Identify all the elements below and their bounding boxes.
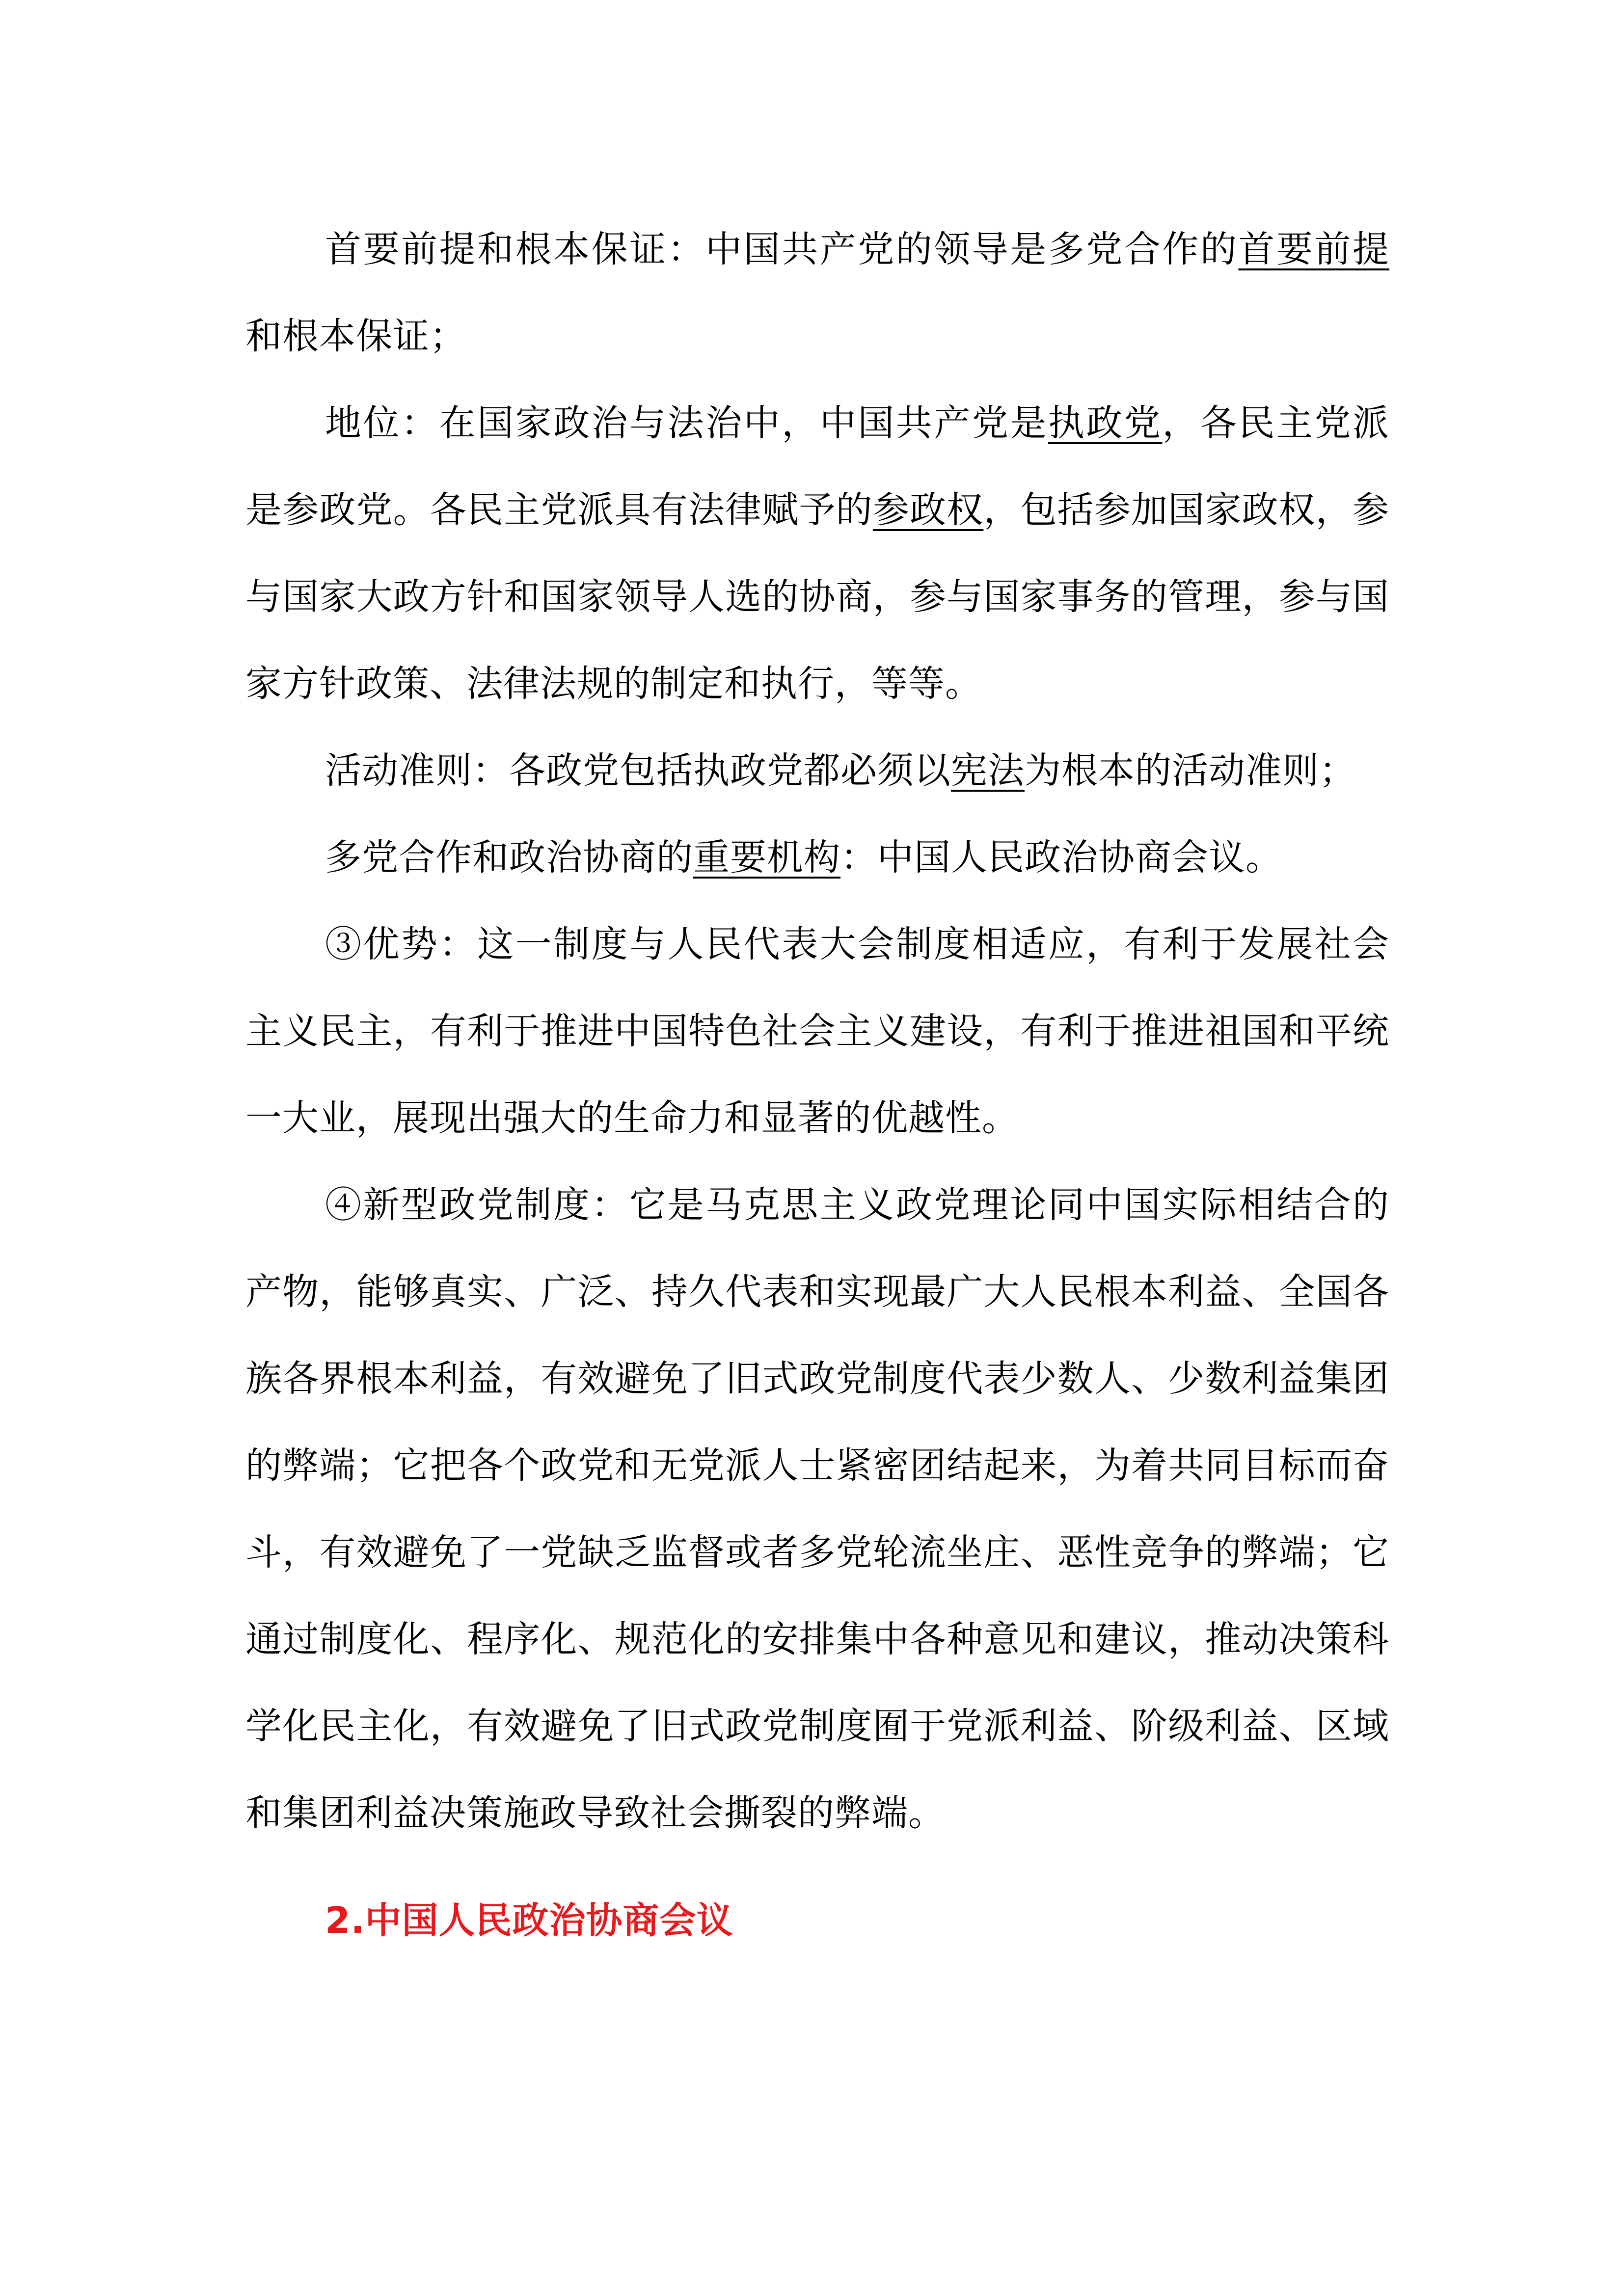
paragraph-activity-rules bbox=[245, 727, 1389, 814]
paragraph-important-body bbox=[245, 814, 1389, 901]
paragraph-leadership bbox=[245, 206, 1389, 380]
paragraph-text: 地位：在国家政治与法治中，中国共产党是 bbox=[325, 402, 1048, 444]
section-heading: 2.中国人民政治协商会议 bbox=[325, 1899, 733, 1942]
document-body bbox=[245, 206, 1389, 1964]
paragraph-text: 多党合作和政治协商的 bbox=[325, 836, 693, 879]
paragraph-text: ，各民主党派是参政党。各民主党派具有法律赋予的 bbox=[245, 402, 1390, 531]
paragraph-advantages bbox=[245, 901, 1389, 1162]
paragraph-text: ④新型政党制度：它是马克思主义政党理论同中国实际相结合的产物，能够真实、广泛、持久代表和实现最广大人民根本利益、全国各族各界根本利益，有效避免了旧式政党制度代表少数人、少数利益集团的弊端；它把各个政党和无党派人士紧密团结起来，为着共同目标而奋斗，有效避免了一党缺乏监督或者多党轮流坐庄、恶性竞争的弊端；它通过制度化、程序化、规范化的安排集中各种意见和建议，推动决策科学化民主化，有效避免了旧式政党制度囿于党派利益、阶级利益、区域和集团利益决策施政导致社会撕裂的弊端。 bbox=[245, 1184, 1389, 1834]
paragraph-text: ③优势：这一制度与人民代表大会制度相适应，有利于发展社会主义民主，有利于推进中国特色社会主义建设，有利于推进祖国和平统一大业，展现出强大的生命力和显著的优越性。 bbox=[245, 923, 1389, 1139]
underlined-term: 重要机构 bbox=[693, 836, 840, 879]
underlined-term: 参政权 bbox=[872, 489, 984, 531]
paragraph-text: ：中国人民政治协商会议。 bbox=[840, 836, 1282, 879]
paragraph-status bbox=[245, 380, 1389, 727]
paragraph-text: 为根本的活动准则； bbox=[1025, 749, 1356, 792]
paragraph-text: 首要前提和根本保证：中国共产党的领导是多党合作的 bbox=[325, 228, 1239, 270]
paragraph-text: 活动准则：各政党包括执政党都必须以 bbox=[325, 749, 951, 792]
paragraph-text: 和根本保证； bbox=[245, 315, 466, 357]
paragraph-new-party-system bbox=[245, 1162, 1389, 1857]
underlined-term: 宪法 bbox=[951, 749, 1025, 792]
paragraph-text: ，包括参加国家政权，参与国家大政方针和国家领导人选的协商，参与国家事务的管理，参与国家方针政策、法律法规的制定和执行，等等。 bbox=[245, 489, 1390, 705]
underlined-term: 首要前提 bbox=[1238, 228, 1390, 270]
underlined-term: 执政党 bbox=[1048, 402, 1163, 444]
